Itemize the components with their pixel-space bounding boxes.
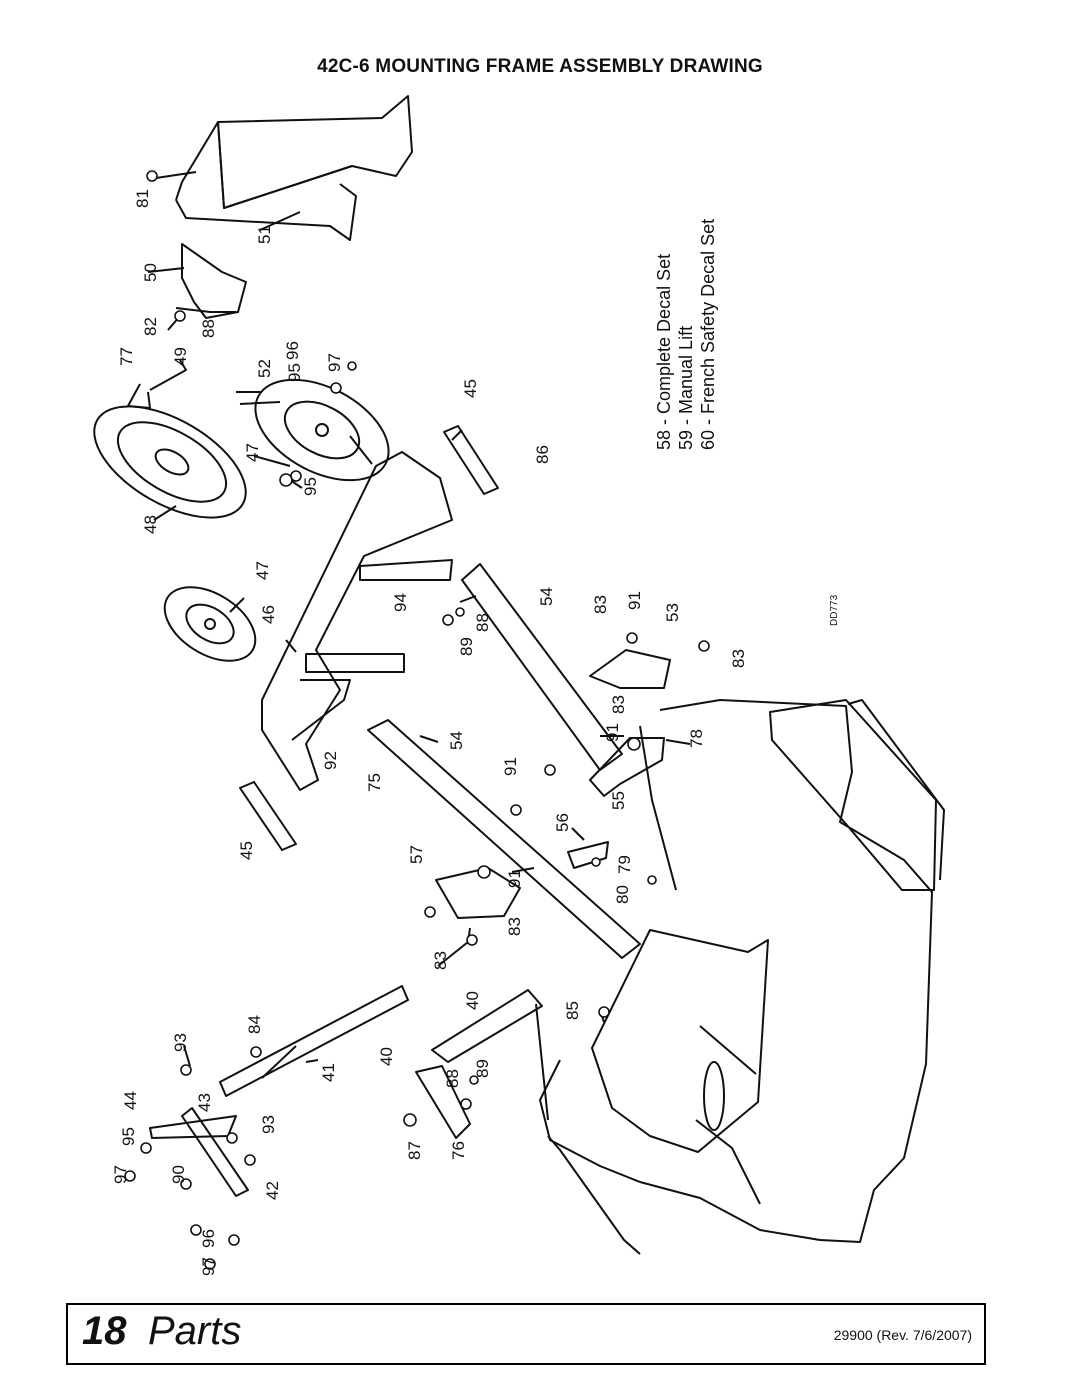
bar-part (240, 782, 296, 850)
callout-40: 40 (377, 1047, 396, 1066)
callout-96: 96 (283, 341, 302, 360)
callout-87: 87 (405, 1141, 424, 1160)
callout-42: 42 (263, 1181, 282, 1200)
note-manual-lift: 59 - Manual Lift (676, 325, 696, 450)
callout-47: 47 (243, 443, 262, 462)
callout-labels (111, 189, 748, 1276)
arm-part (368, 720, 640, 958)
callout-92: 92 (321, 751, 340, 770)
callout-91: 91 (603, 723, 622, 742)
callout-88: 88 (443, 1069, 462, 1088)
callout-81: 81 (133, 189, 152, 208)
callout-48: 48 (141, 515, 160, 534)
callout-97: 97 (325, 353, 344, 372)
section-title: Parts (148, 1309, 242, 1353)
callout-83: 83 (591, 595, 610, 614)
callout-43: 43 (195, 1093, 214, 1112)
callout-75: 75 (365, 773, 384, 792)
callout-93: 93 (171, 1033, 190, 1052)
mounting-frame-part (176, 96, 412, 240)
revision-note: 29900 (Rev. 7/6/2007) (833, 1327, 972, 1343)
callout-97: 97 (111, 1165, 130, 1184)
callout-93: 93 (259, 1115, 278, 1134)
callout-56: 56 (553, 813, 572, 832)
idler-pulley-lower-part (152, 572, 269, 676)
callout-51: 51 (255, 225, 274, 244)
link-part (432, 990, 542, 1062)
callout-45: 45 (461, 379, 480, 398)
callout-53: 53 (663, 603, 682, 622)
callout-83: 83 (729, 649, 748, 668)
callout-88: 88 (199, 319, 218, 338)
callout-46: 46 (259, 605, 278, 624)
callout-52: 52 (255, 359, 274, 378)
callout-77: 77 (117, 347, 136, 366)
callout-89: 89 (457, 637, 476, 656)
callout-82: 82 (141, 317, 160, 336)
callout-78: 78 (687, 729, 706, 748)
callout-44: 44 (121, 1091, 140, 1110)
callout-97: 97 (199, 1257, 218, 1276)
bracket-part (182, 244, 246, 318)
callout-54: 54 (447, 731, 466, 750)
callout-91: 91 (625, 591, 644, 610)
callout-47: 47 (253, 561, 272, 580)
callout-95: 95 (301, 477, 320, 496)
callout-95: 95 (285, 363, 304, 382)
callout-91: 91 (505, 869, 524, 888)
callout-57: 57 (407, 845, 426, 864)
callout-83: 83 (505, 917, 524, 936)
page-number: 18 (82, 1309, 127, 1353)
callout-80: 80 (613, 885, 632, 904)
drawing-title: 42C-6 MOUNTING FRAME ASSEMBLY DRAWING (317, 56, 763, 77)
idler-pulley-part (239, 359, 406, 501)
page-footer (66, 1303, 986, 1365)
callout-76: 76 (449, 1141, 468, 1160)
large-pulley-part (76, 384, 263, 541)
drawing-code: DD773 (829, 594, 840, 626)
callout-96: 96 (199, 1229, 218, 1248)
callout-49: 49 (171, 347, 190, 366)
link-part (220, 986, 408, 1096)
callout-84: 84 (245, 1015, 264, 1034)
callout-55: 55 (609, 791, 628, 810)
callout-54: 54 (537, 587, 556, 606)
callout-50: 50 (141, 263, 160, 282)
callout-90: 90 (169, 1165, 188, 1184)
callout-41: 41 (319, 1063, 338, 1082)
note-french-safety-decal-set: 60 - French Safety Decal Set (698, 218, 718, 450)
bar-part (444, 426, 498, 494)
callout-40: 40 (463, 991, 482, 1010)
main-frame-part (262, 452, 452, 790)
mower-deck-part (536, 700, 944, 1254)
callout-83: 83 (609, 695, 628, 714)
callout-45: 45 (237, 841, 256, 860)
callout-85: 85 (563, 1001, 582, 1020)
note-complete-decal-set: 58 - Complete Decal Set (654, 253, 674, 450)
callout-95: 95 (119, 1127, 138, 1146)
callout-88: 88 (473, 613, 492, 632)
callout-89: 89 (473, 1059, 492, 1078)
callout-94: 94 (391, 593, 410, 612)
callout-83: 83 (431, 951, 450, 970)
callout-86: 86 (533, 445, 552, 464)
callout-79: 79 (615, 855, 634, 874)
callout-91: 91 (501, 757, 520, 776)
